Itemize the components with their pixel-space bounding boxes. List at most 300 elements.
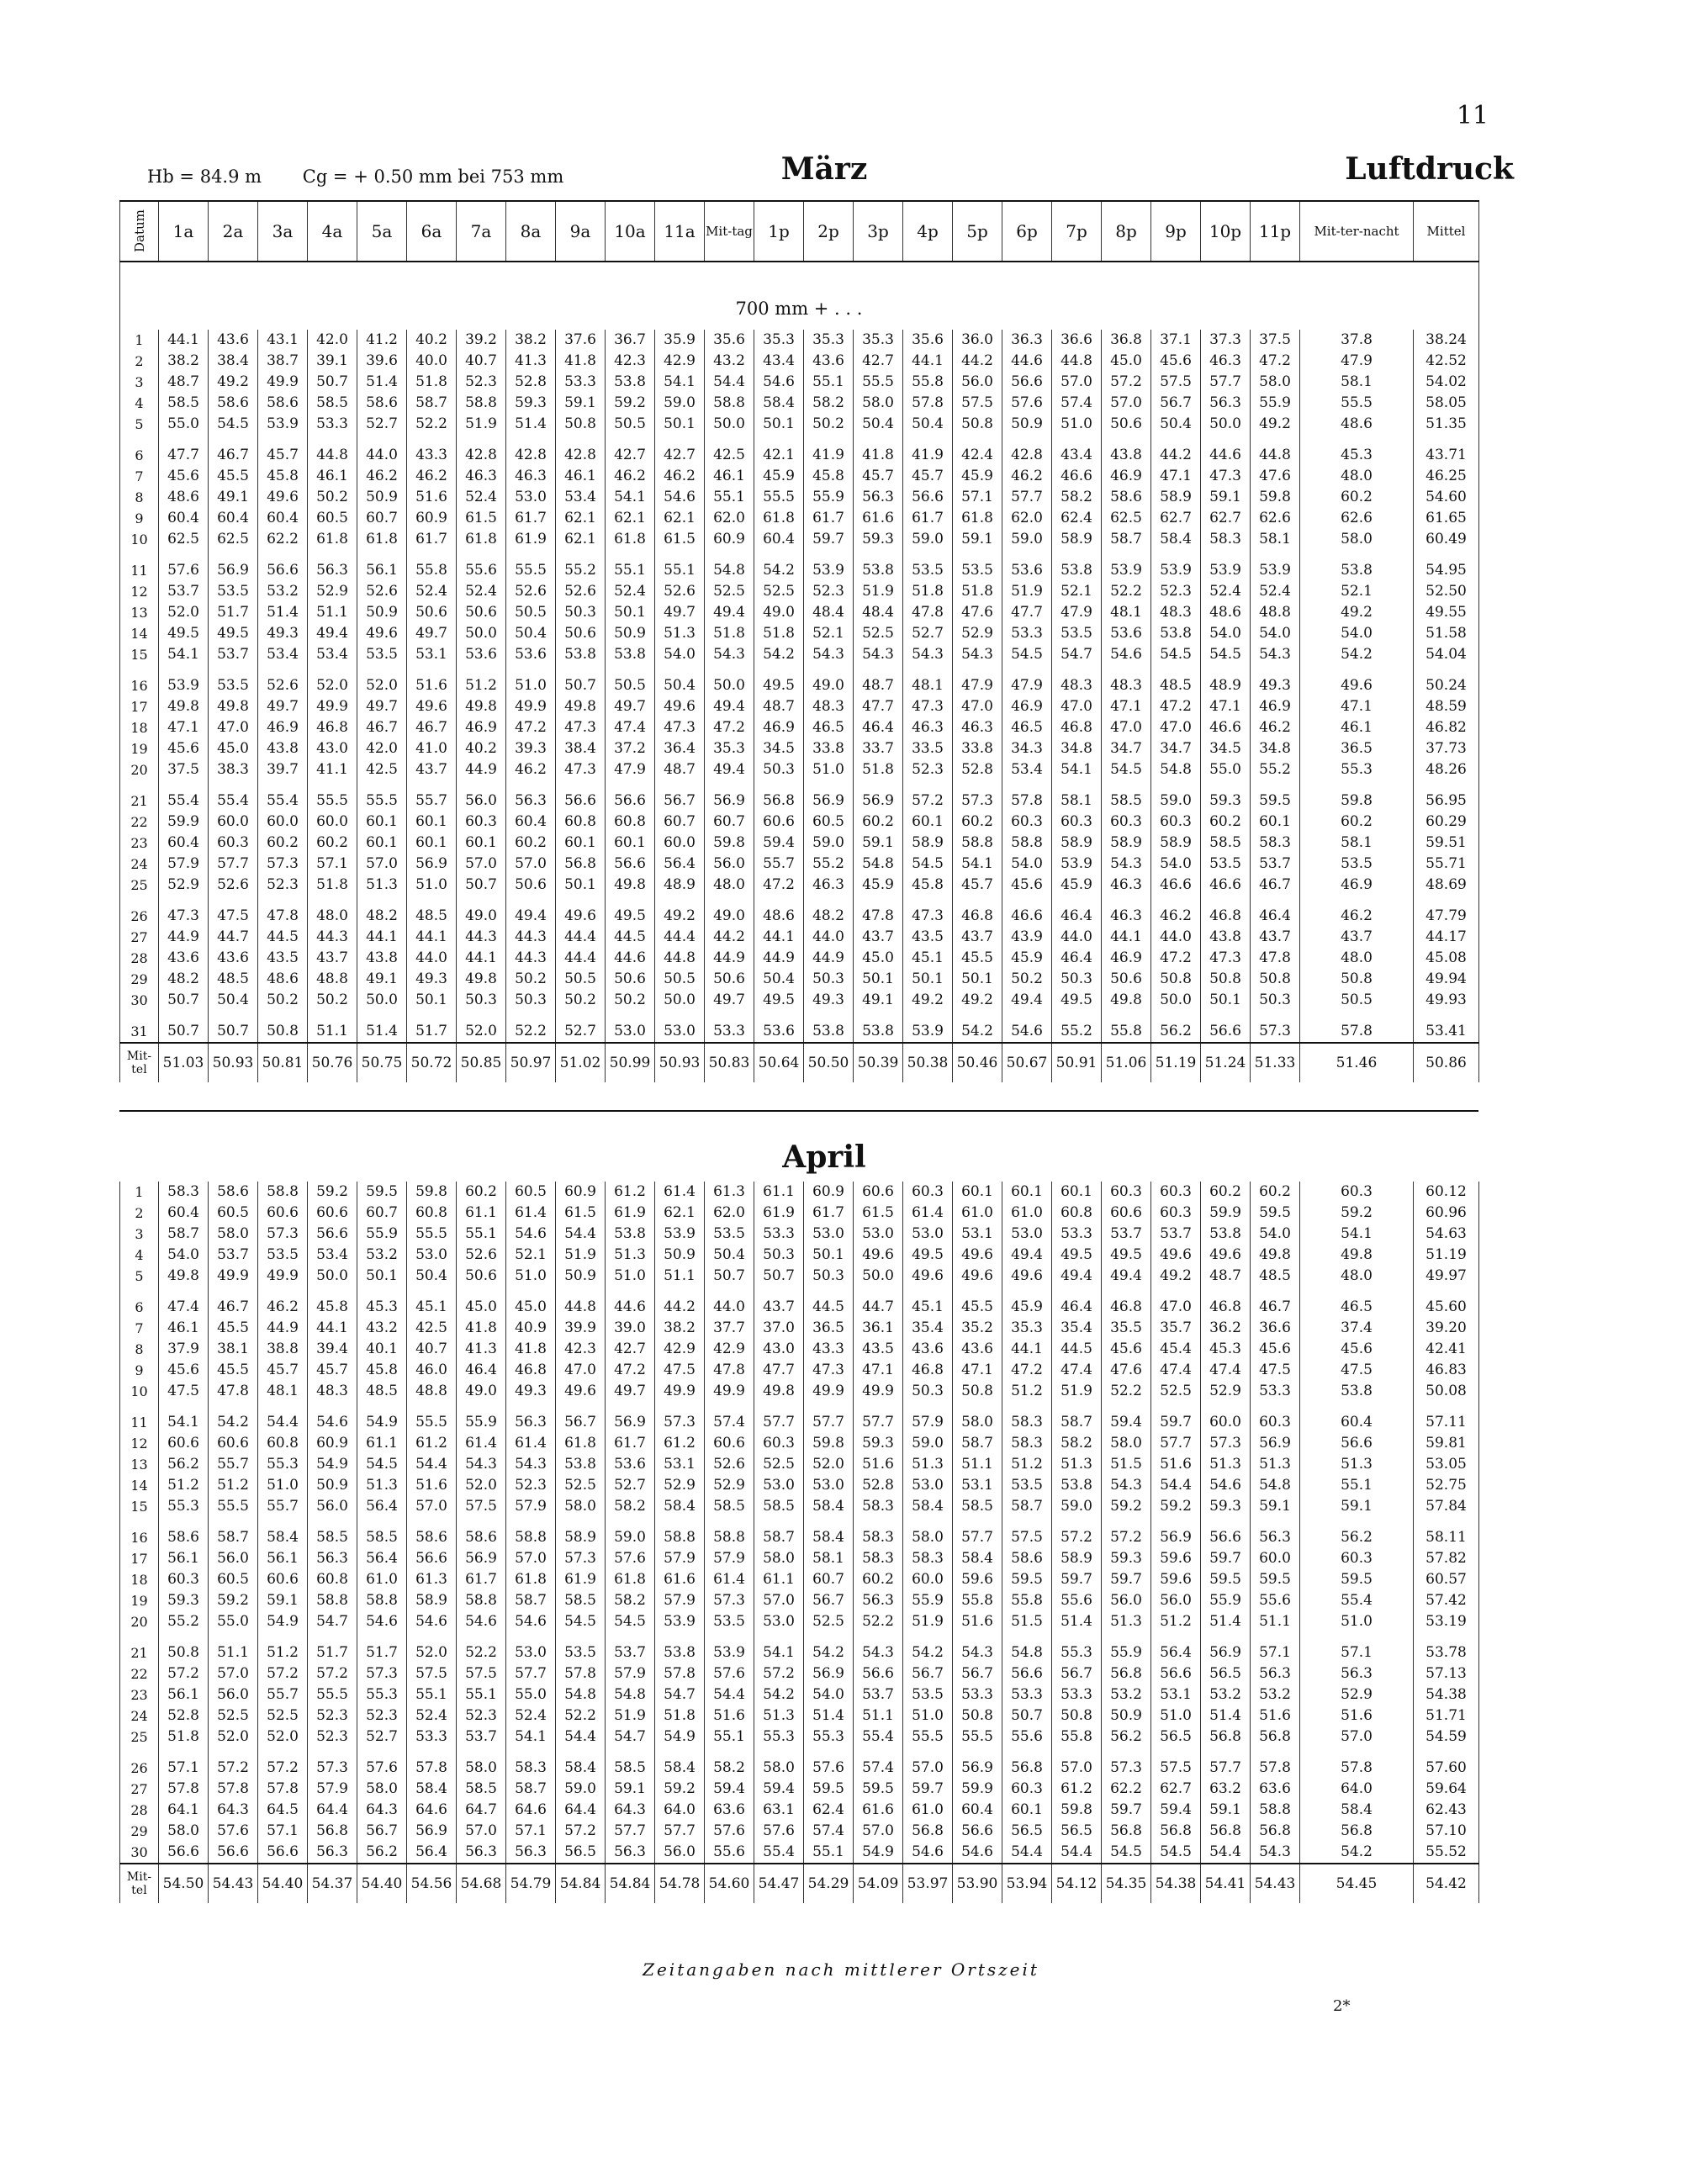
value-cell: 59.3: [506, 393, 556, 414]
value-cell: 48.0: [1300, 1266, 1414, 1287]
mean-cell: 50.83: [705, 1043, 754, 1082]
value-cell: 53.0: [1002, 1224, 1052, 1245]
value-cell: 45.7: [953, 875, 1002, 896]
value-cell: 37.4: [1300, 1318, 1414, 1339]
value-cell: 56.0: [209, 1548, 258, 1569]
value-cell: 61.4: [903, 1203, 953, 1224]
value-cell: 52.2: [1102, 581, 1151, 602]
value-cell: 44.5: [1052, 1339, 1102, 1360]
value-cell: 38.3: [209, 759, 258, 780]
value-cell: 50.5: [606, 675, 655, 696]
day-cell: 20: [120, 1611, 159, 1632]
value-cell: 51.3: [903, 1454, 953, 1475]
value-cell: 49.1: [357, 969, 407, 990]
value-cell: 54.60: [1414, 487, 1479, 508]
value-cell: 59.0: [1052, 1496, 1102, 1517]
value-cell: 53.1: [1151, 1684, 1201, 1705]
value-cell: 53.6: [457, 644, 506, 665]
value-cell: 56.0: [655, 1842, 705, 1864]
value-cell: 51.3: [1102, 1611, 1151, 1632]
value-cell: 48.26: [1414, 759, 1479, 780]
value-cell: 47.7: [1002, 602, 1052, 623]
value-cell: 61.8: [457, 529, 506, 550]
value-cell: 59.5: [1251, 791, 1300, 812]
day-cell: 25: [120, 875, 159, 896]
value-cell: 54.4: [258, 1412, 308, 1433]
value-cell: 50.1: [556, 875, 606, 896]
value-cell: 48.3: [804, 696, 854, 717]
value-cell: 50.6: [1102, 969, 1151, 990]
mean-row: [120, 1043, 1479, 1082]
value-cell: 53.3: [705, 1021, 754, 1043]
value-cell: 60.4: [754, 529, 804, 550]
value-cell: 49.7: [705, 990, 754, 1011]
column-header: 1p: [754, 201, 804, 262]
value-cell: 58.7: [506, 1779, 556, 1800]
value-cell: 47.1: [1102, 696, 1151, 717]
value-cell: 58.2: [606, 1590, 655, 1611]
table-row: [120, 351, 1479, 372]
value-cell: 50.4: [903, 414, 953, 435]
value-cell: 53.7: [1102, 1224, 1151, 1245]
value-cell: 60.6: [1102, 1203, 1151, 1224]
value-cell: 46.9: [1102, 466, 1151, 487]
value-cell: 57.0: [407, 1496, 457, 1517]
mean-cell: 50.75: [357, 1043, 407, 1082]
value-cell: 57.7: [953, 1527, 1002, 1548]
table-row: [120, 1569, 1479, 1590]
value-cell: 52.5: [754, 581, 804, 602]
column-header: Mit-tag: [705, 201, 754, 262]
value-cell: 54.7: [1052, 644, 1102, 665]
value-cell: 53.3: [308, 414, 357, 435]
value-cell: 58.1: [1300, 833, 1414, 854]
day-cell: 19: [120, 738, 159, 759]
value-cell: 42.0: [357, 738, 407, 759]
value-cell: 51.58: [1414, 623, 1479, 644]
column-header: 1a: [159, 201, 209, 262]
value-cell: 42.3: [606, 351, 655, 372]
value-cell: 57.5: [457, 1496, 506, 1517]
value-cell: 55.3: [1052, 1642, 1102, 1663]
column-header: 10a: [606, 201, 655, 262]
value-cell: 38.7: [258, 351, 308, 372]
value-cell: 62.5: [1102, 508, 1151, 529]
value-cell: 42.9: [655, 351, 705, 372]
value-cell: 58.8: [457, 393, 506, 414]
value-cell: 60.1: [357, 833, 407, 854]
mean-cell: 50.86: [1414, 1043, 1479, 1082]
value-cell: 54.4: [556, 1727, 606, 1748]
value-cell: 56.5: [1201, 1663, 1251, 1684]
value-cell: 50.1: [804, 1245, 854, 1266]
value-cell: 44.1: [903, 351, 953, 372]
value-cell: 35.5: [1102, 1318, 1151, 1339]
value-cell: 60.2: [506, 833, 556, 854]
value-cell: 50.5: [655, 969, 705, 990]
value-cell: 57.0: [506, 854, 556, 875]
day-cell: 19: [120, 1590, 159, 1611]
value-cell: 53.5: [1300, 854, 1414, 875]
value-cell: 58.5: [357, 1527, 407, 1548]
value-cell: 49.0: [754, 602, 804, 623]
value-cell: 57.6: [705, 1663, 754, 1684]
value-cell: 43.5: [903, 927, 953, 948]
value-cell: 58.6: [1002, 1548, 1052, 1569]
table-row: [120, 393, 1479, 414]
value-cell: 49.5: [209, 623, 258, 644]
value-cell: 45.3: [1300, 445, 1414, 466]
value-cell: 50.7: [556, 675, 606, 696]
value-cell: 61.4: [457, 1433, 506, 1454]
month-title: März: [780, 151, 868, 187]
value-cell: 49.7: [606, 696, 655, 717]
value-cell: 50.8: [1251, 969, 1300, 990]
value-cell: 48.7: [655, 759, 705, 780]
value-cell: 46.8: [1201, 906, 1251, 927]
table-row: [120, 1842, 1479, 1864]
table-row: [120, 854, 1479, 875]
value-cell: 60.3: [1151, 1203, 1201, 1224]
value-cell: 60.6: [258, 1569, 308, 1590]
value-cell: 53.3: [754, 1224, 804, 1245]
value-cell: 60.3: [1151, 812, 1201, 833]
column-header: 5p: [953, 201, 1002, 262]
value-cell: 57.8: [1300, 1021, 1414, 1043]
mean-cell: 53.90: [953, 1864, 1002, 1903]
value-cell: 50.6: [407, 602, 457, 623]
value-cell: 52.2: [854, 1611, 903, 1632]
value-cell: 54.4: [556, 1224, 606, 1245]
mean-cell: 51.06: [1102, 1043, 1151, 1082]
value-cell: 49.8: [606, 875, 655, 896]
value-cell: 53.3: [556, 372, 606, 393]
value-cell: 57.9: [903, 1412, 953, 1433]
value-cell: 48.3: [1102, 675, 1151, 696]
value-cell: 53.1: [407, 644, 457, 665]
value-cell: 60.6: [308, 1203, 357, 1224]
value-cell: 49.0: [457, 906, 506, 927]
value-cell: 60.5: [804, 812, 854, 833]
value-cell: 60.9: [308, 1433, 357, 1454]
value-cell: 43.7: [754, 1297, 804, 1318]
value-cell: 55.4: [209, 791, 258, 812]
value-cell: 45.4: [1151, 1339, 1201, 1360]
value-cell: 60.6: [754, 812, 804, 833]
value-cell: 57.1: [1251, 1642, 1300, 1663]
value-cell: 60.7: [705, 812, 754, 833]
value-cell: 51.9: [457, 414, 506, 435]
value-cell: 48.3: [1151, 602, 1201, 623]
value-cell: 53.7: [209, 644, 258, 665]
value-cell: 48.3: [1052, 675, 1102, 696]
value-cell: 57.84: [1414, 1496, 1479, 1517]
value-cell: 48.0: [1300, 466, 1414, 487]
value-cell: 38.1: [209, 1339, 258, 1360]
value-cell: 56.4: [1151, 1642, 1201, 1663]
value-cell: 48.1: [1102, 602, 1151, 623]
value-cell: 41.3: [457, 1339, 506, 1360]
value-cell: 44.17: [1414, 927, 1479, 948]
march-table: [119, 200, 1479, 1082]
value-cell: 43.5: [258, 948, 308, 969]
value-cell: 54.0: [655, 644, 705, 665]
value-cell: 60.8: [606, 812, 655, 833]
value-cell: 50.1: [953, 969, 1002, 990]
value-cell: 61.5: [655, 529, 705, 550]
value-cell: 53.19: [1414, 1611, 1479, 1632]
value-cell: 58.0: [357, 1779, 407, 1800]
value-cell: 54.0: [1151, 854, 1201, 875]
value-cell: 57.3: [556, 1548, 606, 1569]
value-cell: 49.5: [754, 990, 804, 1011]
value-cell: 59.3: [159, 1590, 209, 1611]
value-cell: 50.1: [407, 990, 457, 1011]
value-cell: 54.1: [754, 1642, 804, 1663]
value-cell: 43.4: [754, 351, 804, 372]
mean-cell: 54.43: [1251, 1864, 1300, 1903]
value-cell: 56.8: [308, 1821, 357, 1842]
day-cell: 24: [120, 854, 159, 875]
value-cell: 61.65: [1414, 508, 1479, 529]
value-cell: 54.1: [655, 372, 705, 393]
value-cell: 49.55: [1414, 602, 1479, 623]
value-cell: 51.7: [308, 1642, 357, 1663]
value-cell: 42.7: [606, 445, 655, 466]
value-cell: 53.8: [854, 560, 903, 581]
value-cell: 56.0: [1102, 1590, 1151, 1611]
value-cell: 50.9: [655, 1245, 705, 1266]
value-cell: 45.8: [258, 466, 308, 487]
value-cell: 51.3: [754, 1705, 804, 1727]
value-cell: 50.4: [407, 1266, 457, 1287]
value-cell: 46.8: [506, 1360, 556, 1381]
value-cell: 42.5: [407, 1318, 457, 1339]
value-cell: 61.4: [655, 1182, 705, 1203]
table-row: [120, 1548, 1479, 1569]
value-cell: 53.0: [506, 487, 556, 508]
value-cell: 61.2: [606, 1182, 655, 1203]
value-cell: 55.5: [903, 1727, 953, 1748]
value-cell: 53.5: [209, 675, 258, 696]
value-cell: 57.7: [1002, 487, 1052, 508]
day-cell: 7: [120, 466, 159, 487]
value-cell: 58.5: [159, 393, 209, 414]
value-cell: 58.8: [705, 1527, 754, 1548]
value-cell: 51.2: [209, 1475, 258, 1496]
april-title: April: [782, 1140, 866, 1175]
day-cell: 10: [120, 529, 159, 550]
value-cell: 53.7: [606, 1642, 655, 1663]
value-cell: 56.1: [357, 560, 407, 581]
value-cell: 56.7: [655, 791, 705, 812]
value-cell: 54.1: [159, 1412, 209, 1433]
value-cell: 44.2: [705, 927, 754, 948]
value-cell: 60.3: [903, 1182, 953, 1203]
value-cell: 53.1: [953, 1475, 1002, 1496]
value-cell: 57.3: [308, 1758, 357, 1779]
value-cell: 58.7: [754, 1527, 804, 1548]
value-cell: 44.8: [655, 948, 705, 969]
day-cell: 27: [120, 927, 159, 948]
mean-cell: 50.97: [506, 1043, 556, 1082]
value-cell: 58.9: [556, 1527, 606, 1548]
mean-cell: 54.43: [209, 1864, 258, 1903]
value-cell: 49.4: [705, 602, 754, 623]
value-cell: 34.8: [1251, 738, 1300, 759]
value-cell: 60.6: [159, 1433, 209, 1454]
value-cell: 55.1: [705, 487, 754, 508]
value-cell: 57.8: [159, 1779, 209, 1800]
value-cell: 52.8: [506, 372, 556, 393]
mean-cell: 54.40: [258, 1864, 308, 1903]
day-cell: 11: [120, 1412, 159, 1433]
value-cell: 49.6: [1002, 1266, 1052, 1287]
value-cell: 60.9: [705, 529, 754, 550]
value-cell: 58.11: [1414, 1527, 1479, 1548]
value-cell: 38.4: [556, 738, 606, 759]
value-cell: 43.9: [1002, 927, 1052, 948]
value-cell: 53.8: [655, 1642, 705, 1663]
value-cell: 51.8: [903, 581, 953, 602]
value-cell: 50.1: [854, 969, 903, 990]
value-cell: 60.1: [953, 1182, 1002, 1203]
value-cell: 53.9: [655, 1611, 705, 1632]
value-cell: 50.1: [1201, 990, 1251, 1011]
value-cell: 43.2: [705, 351, 754, 372]
value-cell: 50.24: [1414, 675, 1479, 696]
value-cell: 52.0: [804, 1454, 854, 1475]
value-cell: 59.3: [854, 529, 903, 550]
value-cell: 56.1: [159, 1684, 209, 1705]
day-cell: 23: [120, 833, 159, 854]
value-cell: 61.1: [754, 1569, 804, 1590]
value-cell: 44.2: [1151, 445, 1201, 466]
column-header: 9p: [1151, 201, 1201, 262]
value-cell: 44.4: [655, 927, 705, 948]
value-cell: 50.8: [1201, 969, 1251, 990]
value-cell: 49.8: [1102, 990, 1151, 1011]
value-cell: 61.9: [754, 1203, 804, 1224]
value-cell: 35.3: [754, 330, 804, 351]
value-cell: 42.0: [308, 330, 357, 351]
value-cell: 61.8: [556, 1433, 606, 1454]
value-cell: 44.0: [1151, 927, 1201, 948]
value-cell: 55.3: [754, 1727, 804, 1748]
value-cell: 61.1: [457, 1203, 506, 1224]
value-cell: 59.6: [953, 1569, 1002, 1590]
value-cell: 51.4: [1201, 1705, 1251, 1727]
value-cell: 54.3: [705, 644, 754, 665]
value-cell: 59.1: [854, 833, 903, 854]
value-cell: 54.3: [1102, 1475, 1151, 1496]
value-cell: 51.7: [209, 602, 258, 623]
value-cell: 56.8: [1300, 1821, 1414, 1842]
value-cell: 53.5: [556, 1642, 606, 1663]
value-cell: 52.5: [209, 1705, 258, 1727]
value-cell: 57.7: [1201, 372, 1251, 393]
value-cell: 58.3: [1002, 1412, 1052, 1433]
value-cell: 58.5: [556, 1590, 606, 1611]
value-cell: 62.6: [1300, 508, 1414, 529]
value-cell: 61.8: [606, 529, 655, 550]
value-cell: 36.4: [655, 738, 705, 759]
value-cell: 60.1: [903, 812, 953, 833]
day-cell: 2: [120, 351, 159, 372]
value-cell: 46.3: [506, 466, 556, 487]
table-row: [120, 875, 1479, 896]
value-cell: 58.2: [606, 1496, 655, 1517]
mean-cell: 54.40: [357, 1864, 407, 1903]
value-cell: 57.9: [308, 1779, 357, 1800]
value-cell: 59.0: [903, 1433, 953, 1454]
value-cell: 56.3: [308, 1842, 357, 1864]
column-header: 6p: [1002, 201, 1052, 262]
value-cell: 40.2: [457, 738, 506, 759]
value-cell: 44.3: [506, 927, 556, 948]
value-cell: 52.0: [258, 1727, 308, 1748]
mean-cell: 54.35: [1102, 1864, 1151, 1903]
day-cell: 26: [120, 1758, 159, 1779]
value-cell: 54.1: [1300, 1224, 1414, 1245]
value-cell: 50.7: [159, 990, 209, 1011]
value-cell: 51.0: [606, 1266, 655, 1287]
value-cell: 58.6: [357, 393, 407, 414]
value-cell: 50.2: [606, 990, 655, 1011]
value-cell: 60.8: [1052, 1203, 1102, 1224]
value-cell: 59.7: [1201, 1548, 1251, 1569]
value-cell: 52.4: [457, 581, 506, 602]
value-cell: 50.8: [953, 1381, 1002, 1402]
value-cell: 54.0: [1201, 623, 1251, 644]
value-cell: 49.2: [903, 990, 953, 1011]
value-cell: 63.2: [1201, 1779, 1251, 1800]
value-cell: 50.3: [556, 602, 606, 623]
value-cell: 47.1: [1201, 696, 1251, 717]
day-cell: 12: [120, 1433, 159, 1454]
value-cell: 51.3: [1300, 1454, 1414, 1475]
value-cell: 57.0: [457, 854, 506, 875]
value-cell: 55.1: [457, 1224, 506, 1245]
value-cell: 45.6: [1002, 875, 1052, 896]
value-cell: 60.3: [159, 1569, 209, 1590]
value-cell: 51.8: [159, 1727, 209, 1748]
value-cell: 59.1: [953, 529, 1002, 550]
value-cell: 51.9: [606, 1705, 655, 1727]
value-cell: 58.9: [1151, 833, 1201, 854]
value-cell: 48.3: [308, 1381, 357, 1402]
value-cell: 53.7: [1251, 854, 1300, 875]
value-cell: 57.5: [407, 1663, 457, 1684]
day-cell: 8: [120, 1339, 159, 1360]
value-cell: 41.2: [357, 330, 407, 351]
value-cell: 39.20: [1414, 1318, 1479, 1339]
value-cell: 43.8: [1102, 445, 1151, 466]
value-cell: 58.8: [1002, 833, 1052, 854]
value-cell: 56.7: [357, 1821, 407, 1842]
value-cell: 44.2: [655, 1297, 705, 1318]
value-cell: 60.1: [1002, 1182, 1052, 1203]
value-cell: 46.9: [258, 717, 308, 738]
value-cell: 49.3: [407, 969, 457, 990]
day-cell: 14: [120, 623, 159, 644]
value-cell: 64.4: [556, 1800, 606, 1821]
value-cell: 62.1: [655, 508, 705, 529]
value-cell: 49.8: [457, 696, 506, 717]
value-cell: 52.2: [457, 1642, 506, 1663]
value-cell: 43.8: [1201, 927, 1251, 948]
value-cell: 64.4: [308, 1800, 357, 1821]
